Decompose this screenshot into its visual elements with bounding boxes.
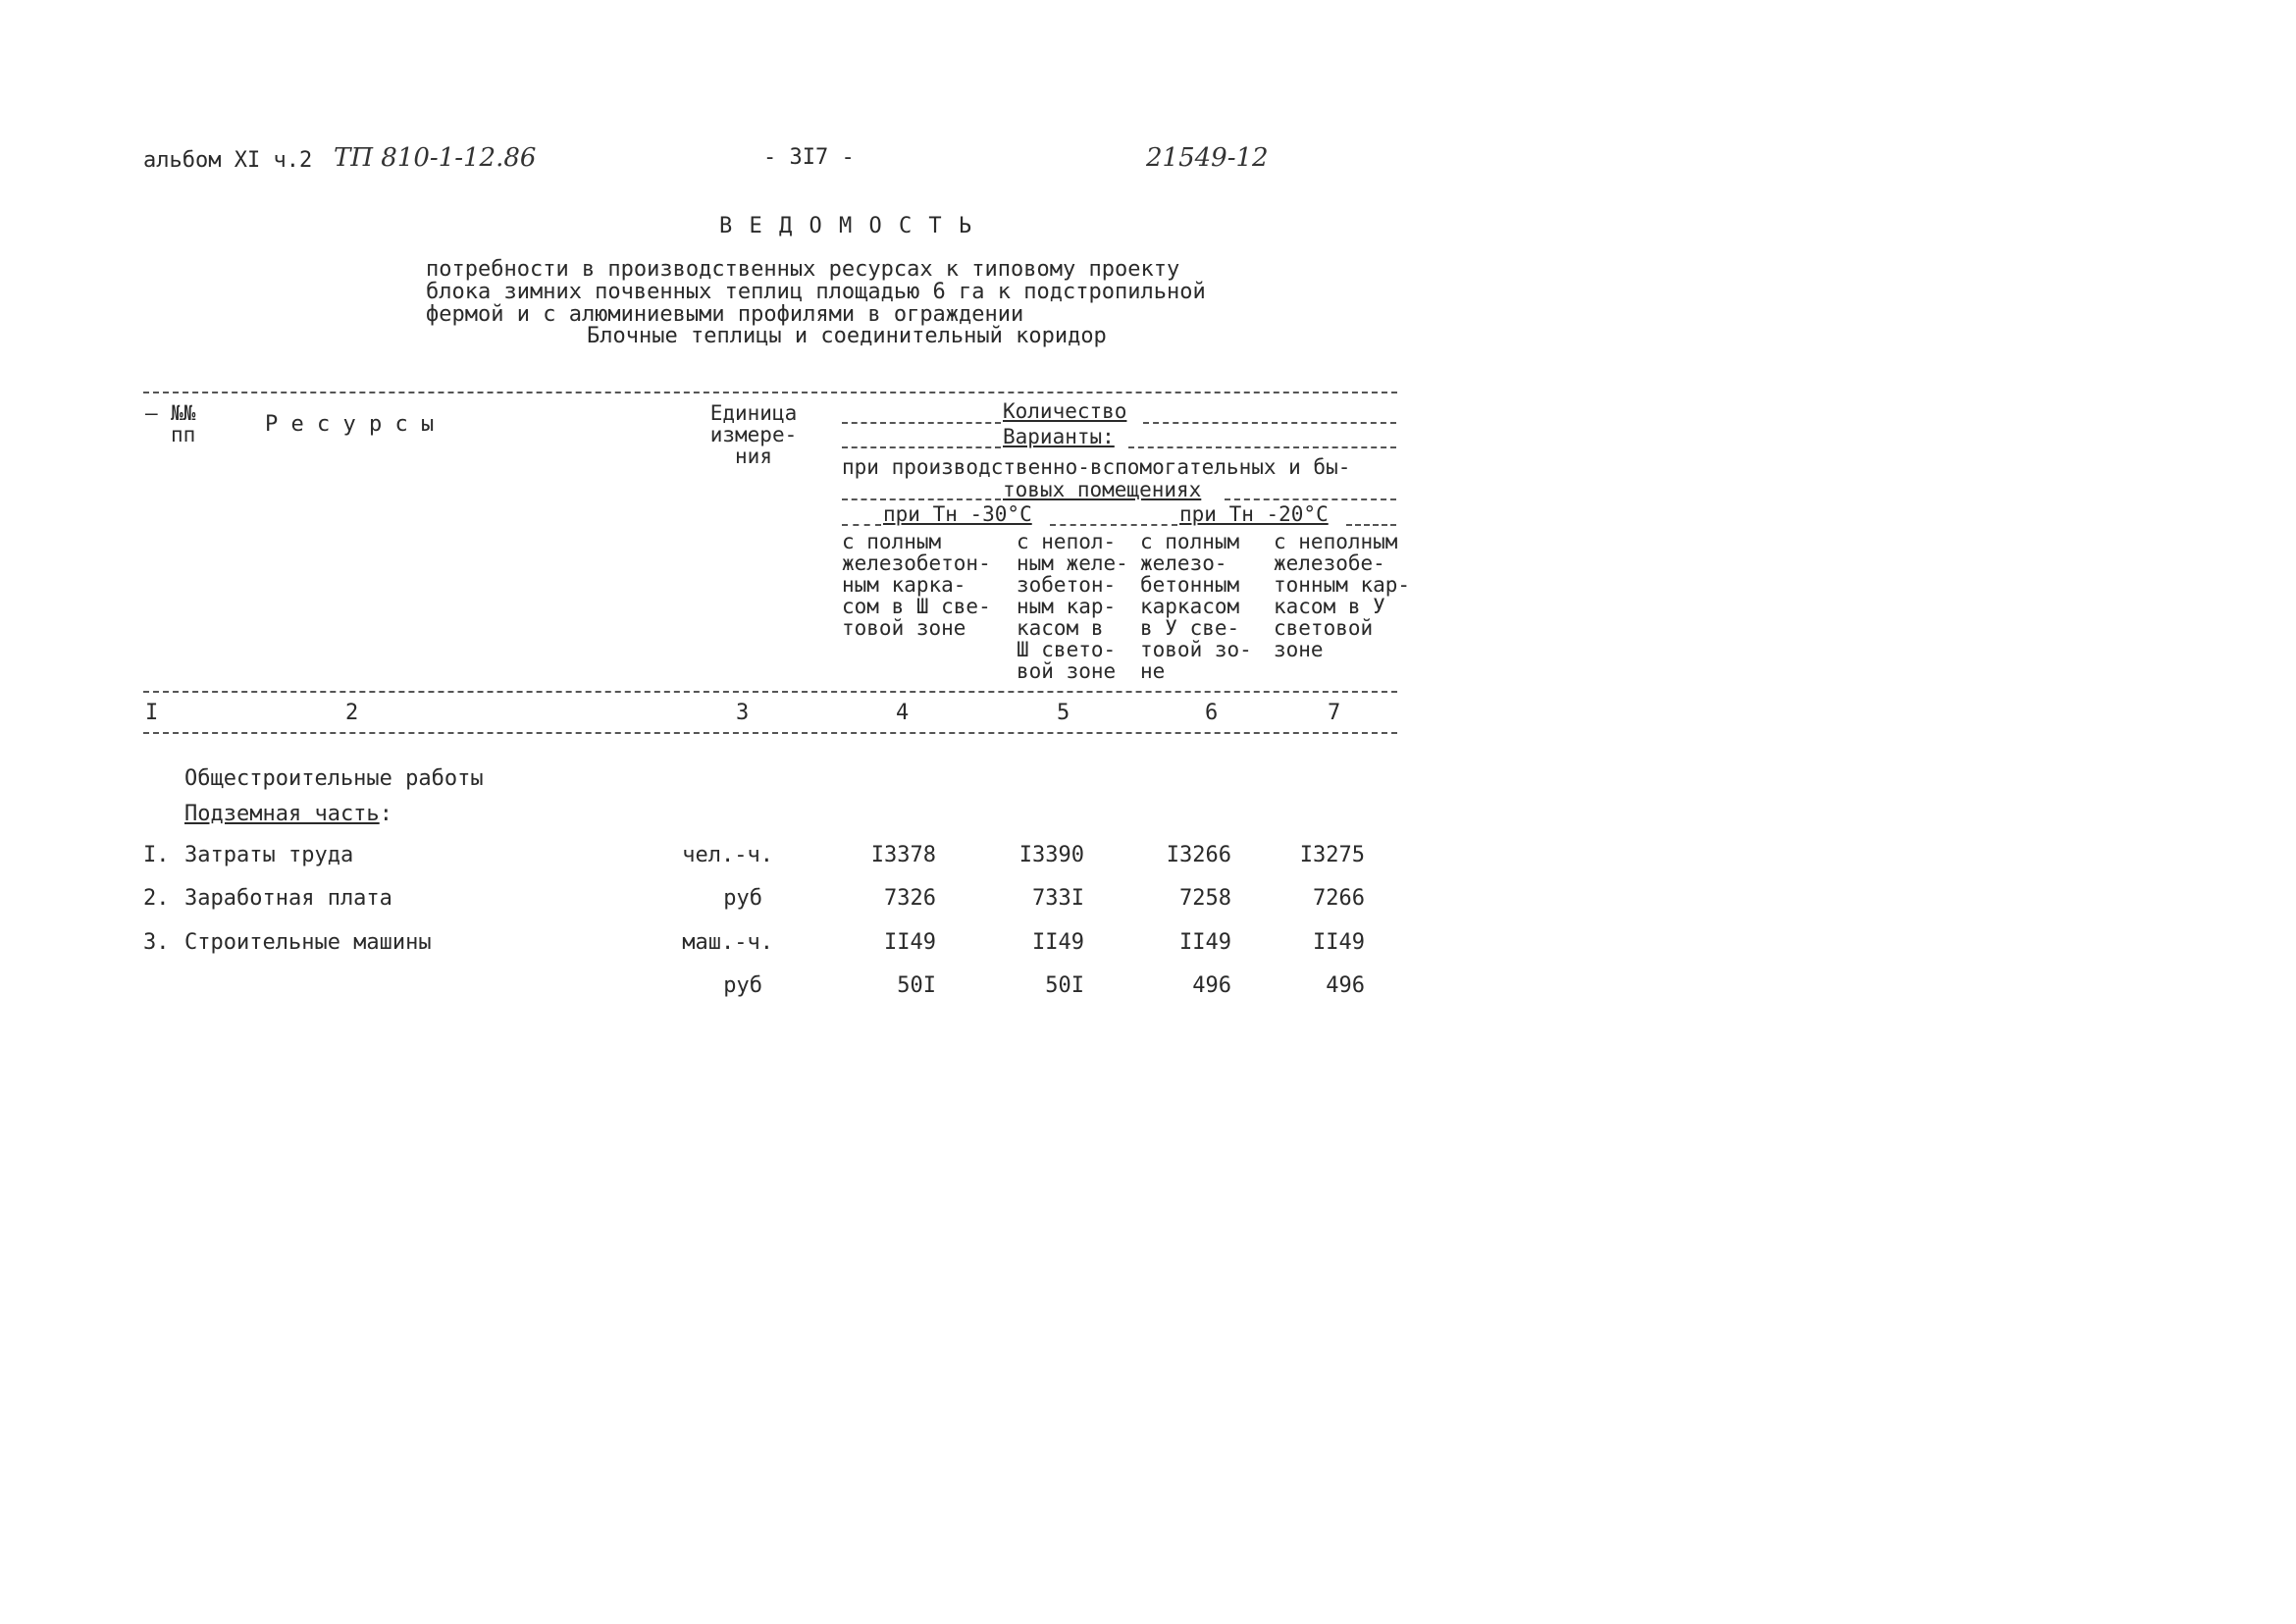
- variant-4-line: товой зоне: [842, 616, 966, 640]
- premises-rule-left: [842, 498, 1001, 500]
- column-header-number: [171, 402, 195, 445]
- row-4-value-5: 50I: [1045, 973, 1084, 998]
- column-number-3: 3: [736, 701, 750, 725]
- variant-5-line: касом в: [1017, 616, 1104, 640]
- column-header-resources: Р е с у р с ы: [265, 412, 435, 437]
- column-header-unit: [695, 402, 812, 467]
- row-3-value-6: II49: [1179, 930, 1231, 955]
- column-header-variant-7: [1274, 531, 1410, 660]
- variant-6-line: бетонным: [1140, 573, 1240, 597]
- column-number-7: 7: [1328, 701, 1341, 725]
- quantity-rule-right: [1143, 422, 1396, 424]
- variant-7-line: с неполным: [1274, 530, 1398, 553]
- page-number: - 3I7 -: [763, 145, 855, 170]
- temp30-rule-left: [842, 524, 881, 526]
- dash-mark: –: [145, 401, 158, 425]
- variant-6-line: с полным: [1140, 530, 1240, 553]
- variant-4-line: железобетон-: [842, 551, 991, 575]
- temp30-rule-right: [1050, 524, 1177, 526]
- column-number-2: 2: [345, 701, 359, 725]
- title-line-3: фермой и с алюминиевыми профилями в ограждении: [426, 302, 1024, 327]
- table-top-rule: [143, 392, 1397, 393]
- variant-5-line: зобетон-: [1017, 573, 1117, 597]
- temp-20-header: при Тн -20°С: [1179, 502, 1329, 526]
- quantity-rule-left: [842, 422, 1001, 424]
- variant-7-line: зоне: [1274, 638, 1324, 661]
- variant-4-line: с полным: [842, 530, 942, 553]
- row-2-name: Заработная плата: [184, 886, 392, 911]
- column-header-variant-4: [842, 531, 991, 639]
- column-header-number-line: №№: [171, 401, 196, 425]
- column-numbers-rule: [143, 732, 1397, 734]
- row-3-value-5: II49: [1032, 930, 1084, 955]
- row-3-number: 3.: [143, 930, 170, 955]
- column-header-unit-line: Единица: [709, 401, 798, 425]
- variant-5-line: ным кар-: [1017, 595, 1117, 618]
- row-3-name: Строительные машины: [184, 930, 432, 955]
- variants-header: Варианты:: [1003, 425, 1115, 448]
- temp20-rule-right: [1346, 524, 1396, 526]
- variant-6-line: железо-: [1140, 551, 1227, 575]
- column-number-6: 6: [1205, 701, 1219, 725]
- row-3-unit: маш.-ч.: [682, 930, 773, 955]
- section-subtitle: [184, 804, 392, 825]
- row-3-value-7: II49: [1313, 930, 1365, 955]
- row-1-value-7: I3275: [1299, 843, 1365, 867]
- variant-6-line: каркасом: [1140, 595, 1240, 618]
- variant-6-line: не: [1140, 659, 1166, 683]
- title-line-1: потребности в производственных ресурсах к типовому проекту: [426, 257, 1180, 282]
- row-2-value-5: 733I: [1032, 886, 1084, 911]
- column-header-variant-5: [1017, 531, 1128, 682]
- variant-5-line: с непол-: [1017, 530, 1117, 553]
- row-4-value-4: 50I: [897, 973, 936, 998]
- quantity-header: Количество: [1003, 399, 1127, 423]
- variant-7-line: железобе-: [1274, 551, 1385, 575]
- header-bottom-rule: [143, 691, 1397, 693]
- section-subtitle-suffix: :: [379, 802, 392, 826]
- variant-5-line: вой зоне: [1017, 659, 1117, 683]
- project-code: ТП 810-1-12.86: [334, 143, 537, 173]
- section-title: Общестроительные работы: [184, 766, 484, 791]
- title-line-2: блока зимних почвенных теплиц площадью 6 га к подстропильной: [426, 280, 1206, 304]
- column-number-5: 5: [1057, 701, 1070, 725]
- variant-7-line: касом в У: [1274, 595, 1385, 618]
- row-1-value-6: I3266: [1166, 843, 1231, 867]
- variant-7-line: тонным кар-: [1274, 573, 1411, 597]
- column-header-variant-6: [1140, 531, 1252, 682]
- variants-rule-left: [842, 446, 1001, 448]
- row-1-number: I.: [143, 843, 170, 867]
- premises-header-line-1: при производственно-вспомогательных и бы-: [842, 455, 1351, 479]
- row-3-value-4: II49: [884, 930, 936, 955]
- variant-4-line: ным карка-: [842, 573, 966, 597]
- variant-6-line: товой зо-: [1140, 638, 1252, 661]
- row-2-number: 2.: [143, 886, 170, 911]
- variant-6-line: в У све-: [1140, 616, 1240, 640]
- row-4-value-7: 496: [1326, 973, 1365, 998]
- document-subtitle: Блочные теплицы и соединительный коридор: [587, 324, 1107, 348]
- row-4-unit: руб: [723, 973, 762, 998]
- column-header-unit-line: измере-: [709, 423, 798, 446]
- column-header-unit-line: ния: [735, 445, 772, 468]
- premises-rule-right: [1225, 498, 1396, 500]
- temp-30-header: при Тн -30°С: [883, 502, 1032, 526]
- row-1-value-5: I3390: [1018, 843, 1084, 867]
- row-1-value-4: I3378: [870, 843, 936, 867]
- row-2-value-7: 7266: [1313, 886, 1365, 911]
- row-2-value-4: 7326: [884, 886, 936, 911]
- section-subtitle-text: Подземная часть: [184, 802, 380, 826]
- row-1-name: Затраты труда: [184, 843, 354, 867]
- column-header-number-line: пп: [171, 423, 196, 446]
- column-number-4: 4: [896, 701, 910, 725]
- row-2-value-6: 7258: [1179, 886, 1231, 911]
- row-1-unit: чел.-ч.: [682, 843, 773, 867]
- document-number: 21549-12: [1146, 143, 1269, 173]
- column-number-1: I: [145, 701, 159, 725]
- variant-7-line: световой: [1274, 616, 1374, 640]
- album-label: альбом XI ч.2: [143, 148, 313, 173]
- premises-header-line-2: товых помещениях: [1003, 478, 1202, 501]
- row-2-unit: руб: [723, 886, 762, 911]
- variant-4-line: сом в Ш све-: [842, 595, 991, 618]
- variant-5-line: Ш свето-: [1017, 638, 1117, 661]
- row-4-value-6: 496: [1192, 973, 1231, 998]
- variant-5-line: ным желе-: [1017, 551, 1128, 575]
- variants-rule-right: [1128, 446, 1396, 448]
- document-title: В Е Д О М О С Т Ь: [719, 214, 974, 238]
